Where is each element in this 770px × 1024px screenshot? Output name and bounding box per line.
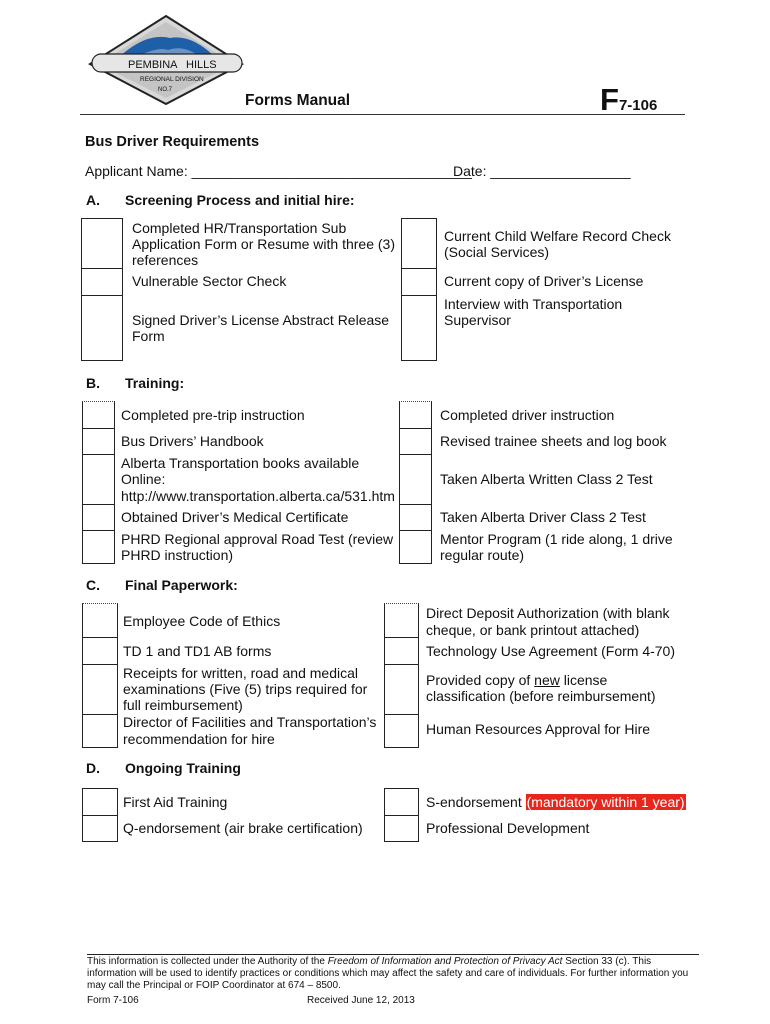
section-c-title: Final Paperwork: (125, 577, 238, 593)
form-code (600, 82, 657, 118)
logo-text-number: NO.7 (158, 87, 173, 93)
checkbox-a-interview[interactable] (401, 295, 437, 361)
section-b-letter: B. (86, 375, 100, 391)
c-item-receipts-line2: examinations (Five (5) trips required for (123, 681, 368, 697)
checkbox-d-professional-dev[interactable] (384, 815, 419, 842)
pembina-hills-logo (88, 14, 244, 106)
checkbox-b-mentor[interactable] (399, 530, 432, 564)
a-item-abstract-line2: Form (132, 328, 165, 344)
a-item-hr-line1: Completed HR/Transportation Sub (132, 220, 347, 236)
b-item-books-line2: Online: (121, 471, 166, 487)
checkbox-a-drivers-license[interactable] (401, 268, 437, 296)
checkbox-b-road-test[interactable] (82, 530, 115, 564)
section-d-letter: D. (86, 760, 100, 776)
b-item-books-line1: Alberta Transportation books available (121, 455, 360, 471)
b-item-mentor-line2: regular route) (440, 547, 525, 563)
checkbox-a-vulnerable-sector[interactable] (81, 268, 123, 296)
form-code-letter: F (600, 82, 619, 117)
date-field[interactable]: Date: __________________ (453, 163, 631, 179)
mandatory-highlight-note: (mandatory within 1 year) (526, 794, 685, 810)
a-item-hr-line3: references (132, 252, 199, 268)
c-item-receipts-line1: Receipts for written, road and medical (123, 665, 358, 681)
d-item-professional-dev: Professional Development (426, 820, 590, 836)
section-d-title: Ongoing Training (125, 760, 241, 776)
form-code-number: 7-106 (618, 97, 658, 114)
c-item-technology: Technology Use Agreement (Form 4-70) (426, 643, 675, 659)
logo-text-division: REGIONAL DIVISION (140, 76, 204, 83)
a-item-welfare-line1: Current Child Welfare Record Check (444, 228, 671, 244)
c-item-director-line1: Director of Facilities and Transportation’s (123, 714, 377, 730)
checkbox-a-child-welfare[interactable] (401, 218, 437, 269)
section-b-title: Training: (125, 375, 185, 391)
b-item-roadtest-line2: PHRD instruction) (121, 547, 234, 563)
checkbox-b-medical[interactable] (82, 504, 115, 531)
checkbox-b-alberta-books[interactable] (82, 454, 115, 505)
checkbox-c-hr-approval[interactable] (384, 714, 419, 748)
c-item-receipts-line3: full reimbursement) (123, 697, 243, 713)
applicant-name-field[interactable]: Applicant Name: ____________________________________ (85, 163, 472, 179)
c-item-license-text-a: Provided copy of (426, 672, 535, 688)
checkbox-c-license-copy[interactable] (384, 664, 419, 715)
d-item-first-aid: First Aid Training (123, 794, 228, 810)
d-item-s-endorsement (426, 794, 686, 811)
checkbox-b-trainee-sheets[interactable] (399, 428, 432, 455)
b-item-handbook: Bus Drivers’ Handbook (121, 433, 264, 449)
checkbox-b-driver-instruction[interactable] (399, 401, 432, 429)
logo-text-right: HILLS (186, 59, 217, 71)
footer-received-date: Received June 12, 2013 (307, 995, 415, 1006)
header-rule (80, 114, 685, 115)
c-item-license-new: new (534, 672, 560, 688)
b-item-pretrip: Completed pre-trip instruction (121, 407, 305, 423)
a-item-vulnerable: Vulnerable Sector Check (132, 273, 287, 289)
checkbox-c-td1-forms[interactable] (82, 637, 118, 665)
c-item-deposit-line2: cheque, or bank printout attached) (426, 622, 640, 638)
checkbox-b-pretrip[interactable] (82, 401, 115, 429)
d-item-s-endorsement-label: S-endorsement (426, 794, 526, 810)
b-item-driver-instruction: Completed driver instruction (440, 407, 615, 423)
checkbox-b-written-test[interactable] (399, 454, 432, 505)
checkbox-c-direct-deposit[interactable] (384, 603, 419, 638)
c-item-ethics: Employee Code of Ethics (123, 613, 281, 629)
document-title: Bus Driver Requirements (85, 134, 260, 150)
checkbox-c-director-recommendation[interactable] (82, 714, 118, 748)
c-item-license-text-b: license (559, 672, 608, 688)
d-item-q-endorsement: Q-endorsement (air brake certification) (123, 820, 363, 836)
c-item-license-line2: classification (before reimbursement) (426, 688, 656, 704)
forms-manual-title: Forms Manual (245, 92, 351, 109)
c-item-license-line1 (426, 672, 607, 689)
foip-act-name: Freedom of Information and Protection of Privacy Act (327, 956, 563, 967)
b-item-books-link[interactable]: http://www.transportation.alberta.ca/531.htm (121, 488, 395, 504)
b-item-medical: Obtained Driver’s Medical Certificate (121, 509, 349, 525)
checkbox-a-hr-application[interactable] (81, 218, 123, 269)
foip-notice (87, 956, 702, 992)
checkbox-d-s-endorsement[interactable] (384, 788, 419, 816)
a-item-hr-line2: Application Form or Resume with three (3) (132, 236, 395, 252)
a-item-abstract-line1: Signed Driver’s License Abstract Release (132, 312, 390, 328)
foip-notice-text-a: This information is collected under the Authority of the (87, 956, 328, 967)
c-item-hr-approval: Human Resources Approval for Hire (426, 721, 651, 737)
checkbox-b-driver-test[interactable] (399, 504, 432, 531)
b-item-trainee-sheets: Revised trainee sheets and log book (440, 433, 667, 449)
b-item-roadtest-line1: PHRD Regional approval Road Test (review (121, 531, 394, 547)
checkbox-a-drivers-abstract[interactable] (81, 295, 123, 361)
foip-notice-text-b: Section 33 (c). This information will be used to identify practices or conditions which may affect the safety and care of individuals. For further information you may call the Principal or FOIP Coordinator at 674 – 8500. (87, 956, 689, 991)
checkbox-d-first-aid[interactable] (82, 788, 118, 816)
section-c-letter: C. (86, 577, 100, 593)
footer-rule (87, 954, 699, 955)
a-item-license: Current copy of Driver’s License (444, 273, 644, 289)
a-item-interview-line1: Interview with Transportation (444, 296, 623, 312)
a-item-interview-line2: Supervisor (444, 312, 511, 328)
checkbox-c-receipts[interactable] (82, 664, 118, 715)
b-item-mentor-line1: Mentor Program (1 ride along, 1 drive (440, 531, 673, 547)
a-item-welfare-line2: (Social Services) (444, 244, 550, 260)
checkbox-d-q-endorsement[interactable] (82, 815, 118, 842)
checkbox-c-technology-use[interactable] (384, 637, 419, 665)
checkbox-b-handbook[interactable] (82, 428, 115, 455)
c-item-director-line2: recommendation for hire (123, 731, 275, 747)
footer-form-number: Form 7-106 (87, 995, 139, 1006)
c-item-deposit-line1: Direct Deposit Authorization (with blank (426, 605, 670, 621)
section-a-title: Screening Process and initial hire: (125, 192, 355, 208)
checkbox-c-code-of-ethics[interactable] (82, 603, 118, 638)
logo-text-left: PEMBINA (128, 59, 178, 71)
b-item-written-test: Taken Alberta Written Class 2 Test (440, 471, 653, 487)
b-item-driver-test: Taken Alberta Driver Class 2 Test (440, 509, 646, 525)
c-item-td1: TD 1 and TD1 AB forms (123, 643, 272, 659)
section-a-letter: A. (86, 192, 100, 208)
